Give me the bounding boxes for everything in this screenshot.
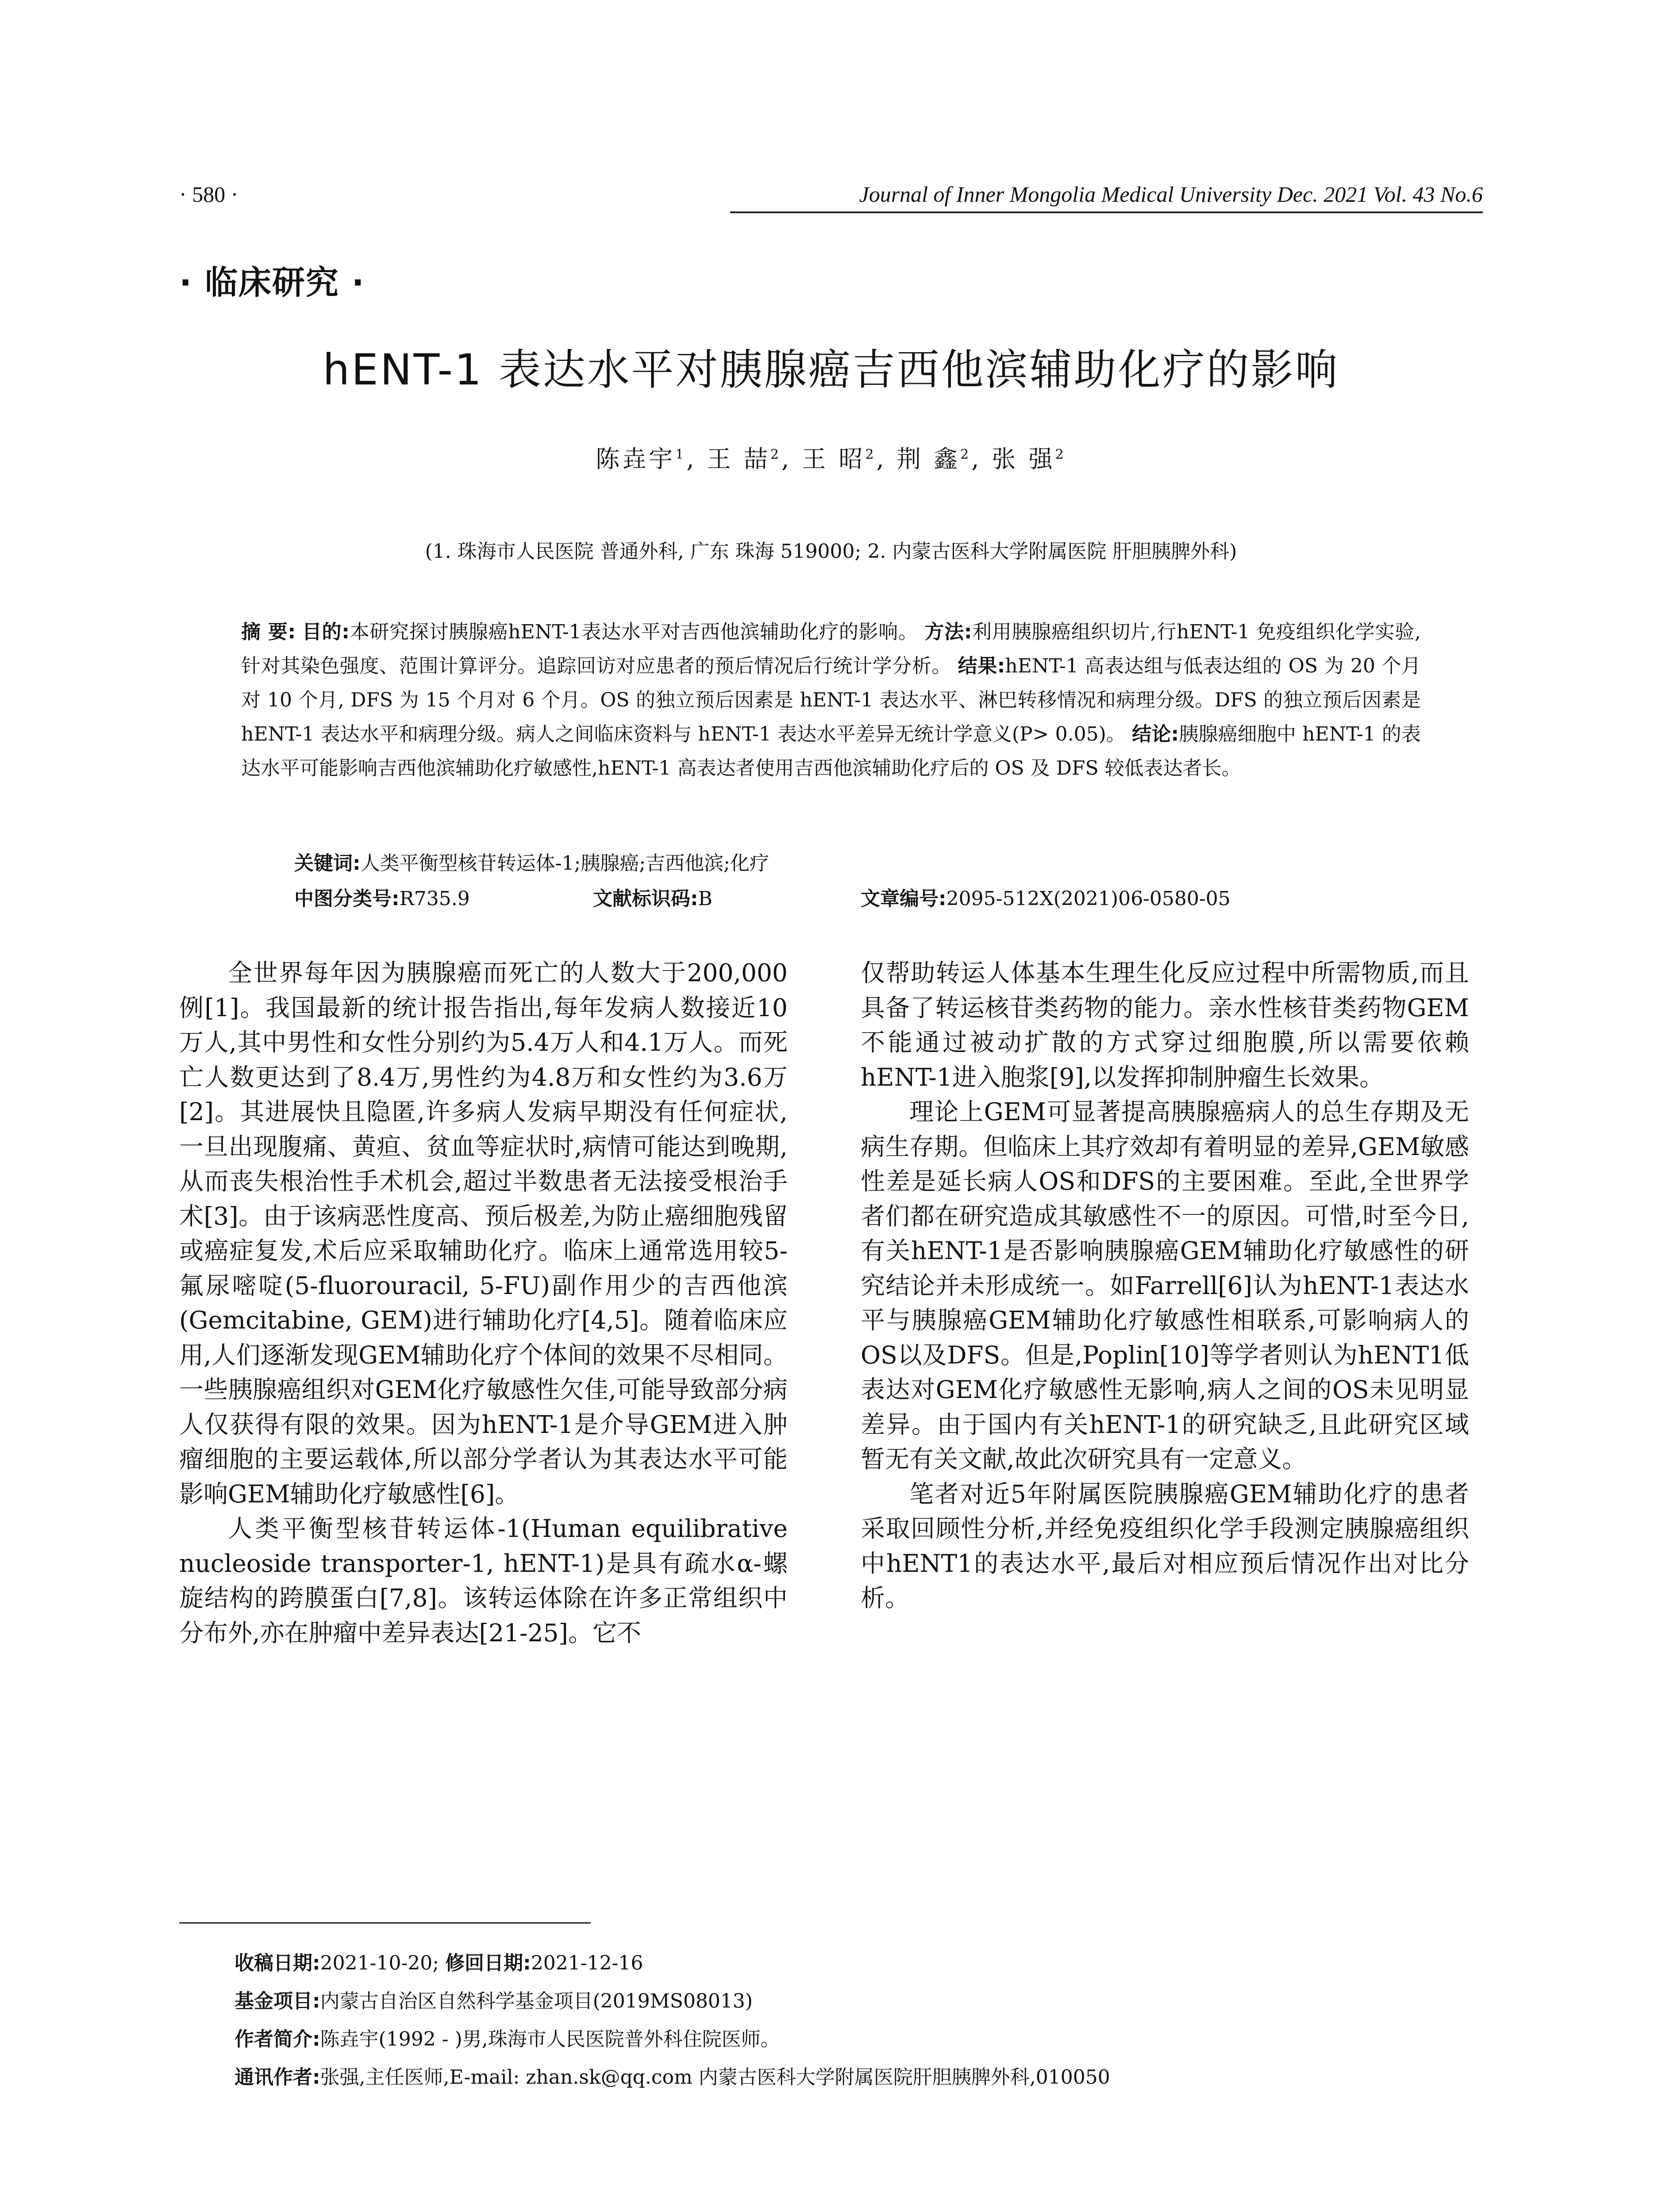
author-affil-sup: 2: [770, 447, 781, 462]
doc-label: 文献标识码:: [593, 887, 698, 910]
method-label: 方法:: [924, 621, 972, 643]
author: 张 强: [992, 445, 1055, 473]
author-list: 陈垚宇$^1$, 王 喆$^2$, 王 昭$^2$, 荆 鑫$^2$, 张 强$^2$: [596, 445, 1066, 473]
article-value: 2095-512X(2021)06-0580-05: [946, 887, 1231, 910]
conclusion-label: 结论:: [1132, 723, 1179, 745]
keywords: [294, 847, 769, 876]
body-paragraph: 理论上GEM可显著提高胰腺癌病人的总生存期及无病生存期。但临床上其疗效却有着明显的差异,GEM敏感性差是延长病人OS和DFS的主要困难。至此,全世界学者们都在研究造成其敏感性不一的原因。可惜,时至今日,有关hENT-1是否影响胰腺癌GEM辅助化疗敏感性的研究结论并未形成统一。如Farrell[6]认为hENT-1表达水平与胰腺癌GEM辅助化疗敏感性相联系,可影响病人的OS以及DFS。但是,Poplin[10]等学者则认为hENT1低表达对GEM化疗敏感性无影响,病人之间的OS未见明显差异。由于国内有关hENT-1的研究缺乏,且此研究区域暂无有关文献,故此次研究具有一定意义。: [861, 1098, 1469, 1473]
clc-value: R735.9: [399, 887, 470, 910]
article-no-line: [861, 883, 1231, 911]
author-affil-sup: 2: [865, 447, 877, 462]
page-number: · 580 ·: [179, 182, 239, 207]
received-date: 2021-10-20;: [320, 1952, 439, 1974]
abstract-label: 摘 要:: [241, 621, 296, 643]
footnote-dates: [235, 1944, 1110, 1982]
doc-value: B: [698, 887, 712, 910]
page-header: [179, 181, 1483, 212]
journal-info: Journal of Inner Mongolia Medical University Dec. 2021 Vol. 43 No.6: [859, 182, 1483, 207]
footnote-author: [235, 2020, 1110, 2058]
doc-code-line: [593, 883, 712, 911]
body-paragraph: 笔者对近5年附属医院胰腺癌GEM辅助化疗的患者采取回顾性分析,并经免疫组织化学手段测定胰腺癌组织中hENT1的表达水平,最后对相应预后情况作出对比分析。: [861, 1479, 1469, 1612]
body-column-right: [861, 956, 1469, 1616]
header-rule: [730, 211, 1483, 213]
footnotes: [235, 1944, 1110, 2097]
author-bio-label: 作者简介:: [235, 2028, 320, 2051]
body-paragraph-continued: 仅帮助转运人体基本生理生化反应过程中所需物质,而且具备了转运核苷类药物的能力。亲水性核苷类药物GEM不能通过被动扩散的方式穿过细胞膜,所以需要依赖hENT-1进入胞浆[9],以发挥抑制肿瘤生长效果。: [861, 959, 1469, 1091]
section-tag: · 临床研究 ·: [179, 264, 365, 302]
conclusion-text: 胰腺癌细胞中 hENT-1 的表达水平可能影响吉西他滨辅助化疗敏感性,hENT-1 高表达者使用吉西他滨辅助化疗后的 OS 及 DFS 较低表达者长。: [241, 723, 1421, 780]
aim-text: 本研究探讨胰腺癌hENT-1表达水平对吉西他滨辅助化疗的影响。: [349, 621, 918, 643]
abstract: [241, 615, 1421, 785]
author: 王 昭: [802, 445, 866, 473]
keywords-label: 关键词:: [294, 852, 361, 875]
article-title: hENT-1 表达水平对胰腺癌吉西他滨辅助化疗的影响: [323, 345, 1339, 395]
clc-label: 中图分类号:: [294, 887, 400, 910]
revised-date: 2021-12-16: [531, 1952, 643, 1974]
received-label: 收稿日期:: [235, 1952, 320, 1974]
corresponding-label: 通讯作者:: [235, 2066, 320, 2089]
fund-value: 内蒙古自治区自然科学基金项目(2019MS08013): [320, 1990, 753, 2012]
footnote-rule: [179, 1922, 591, 1924]
aim-label: 目的:: [302, 621, 350, 643]
classification-line: [294, 883, 470, 911]
author-affil-sup: 1: [675, 447, 687, 462]
result-label: 结果:: [958, 655, 1005, 677]
result-text: hENT-1 高表达组与低表达组的 OS 为 20 个月对 10 个月, DFS 为 15 个月对 6 个月。OS 的独立预后因素是 hENT-1 表达水平、淋巴转移情况和病理分级。DFS 的独立预后因素是 hENT-1 表达水平和病理分级。病人之间临床资料与 hENT-1 表达水平差异无统计学意义(P> 0.05)。: [241, 655, 1421, 745]
revised-label: 修回日期:: [445, 1952, 531, 1974]
affiliation: (1. 珠海市人民医院 普通外科, 广东 珠海 519000; 2. 内蒙古医科大学附属医院 肝胆胰脾外科): [425, 540, 1237, 563]
method-text: 利用胰腺癌组织切片,行hENT-1 免疫组织化学实验,针对其染色强度、范围计算评分。追踪回访对应患者的预后情况后行统计学分析。: [241, 621, 1421, 677]
body-paragraph: 人类平衡型核苷转运体-1(Human equilibrative nucleoside transporter-1, hENT-1)是具有疏水α-螺旋结构的跨膜蛋白[7,8]。该转运体除在许多正常组织中分布外,亦在肿瘤中差异表达[21-25]。它不: [179, 1514, 788, 1647]
body-column-left: [179, 956, 788, 1650]
corresponding-info: 张强,主任医师,E-mail: zhan.sk@qq.com 内蒙古医科大学附属医院肝胆胰脾外科,010050: [320, 2066, 1110, 2089]
footnote-fund: [235, 1982, 1110, 2020]
fund-label: 基金项目:: [235, 1990, 320, 2012]
abstract-paragraph: [241, 615, 1421, 785]
author: 王 喆: [707, 445, 770, 473]
author-affil-sup: 2: [960, 447, 972, 462]
author-bio: 陈垚宇(1992 - )男,珠海市人民医院普外科住院医师。: [320, 2028, 780, 2051]
author: 荆 鑫: [896, 445, 961, 473]
keywords-value: 人类平衡型核苷转运体-1;胰腺癌;吉西他滨;化疗: [360, 852, 769, 875]
footnote-corresponding: [235, 2058, 1110, 2097]
author-affil-sup: 2: [1055, 447, 1066, 462]
body-paragraph: 全世界每年因为胰腺癌而死亡的人数大于200,000例[1]。我国最新的统计报告指出,每年发病人数接近10万人,其中男性和女性分别约为5.4万人和4.1万人。而死亡人数更达到了8.4万,男性约为4.8万和女性约为3.6万[2]。其进展快且隐匿,许多病人发病早期没有任何症状,一旦出现腹痛、黄疸、贫血等症状时,病情可能达到晚期,从而丧失根治性手术机会,超过半数患者无法接受根治手术[3]。由于该病恶性度高、预后极差,为防止癌细胞残留或癌症复发,术后应采取辅助化疗。临床上通常选用较5-氟尿嘧啶(5-fluorouracil, 5-FU)副作用少的吉西他滨(Gemcitabine, GEM)进行辅助化疗[4,5]。随着临床应用,人们逐渐发现GEM辅助化疗个体间的效果不尽相同。一些胰腺癌组织对GEM化疗敏感性欠佳,可能导致部分病人仅获得有限的效果。因为hENT-1是介导GEM进入肿瘤细胞的主要运载体,所以部分学者认为其表达水平可能影响GEM辅助化疗敏感性[6]。: [179, 959, 788, 1508]
author: 陈垚宇: [596, 445, 676, 473]
article-label: 文章编号:: [861, 887, 946, 910]
